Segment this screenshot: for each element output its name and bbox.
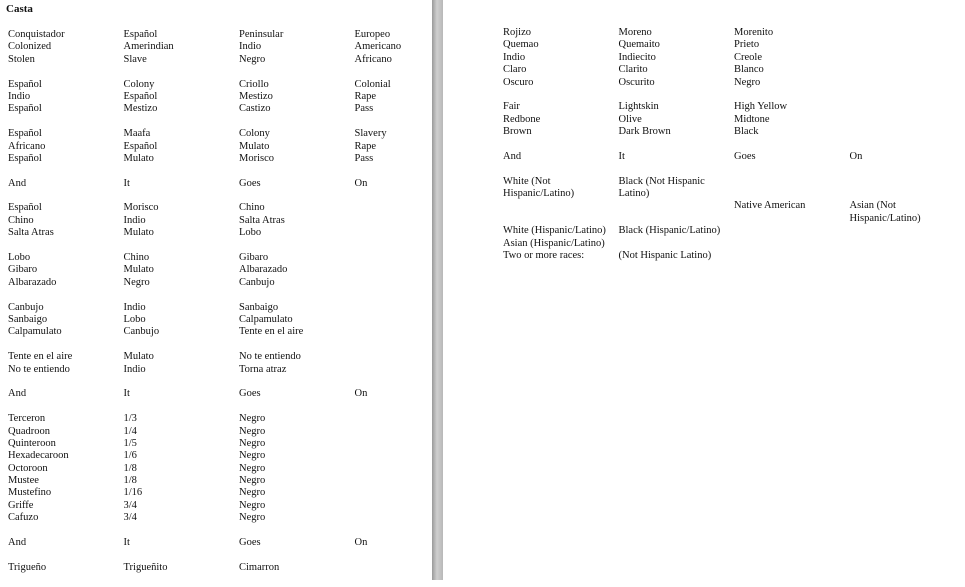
- table-cell: Negro: [239, 500, 355, 512]
- table-cell: Rape: [355, 141, 471, 153]
- table-group: [8, 302, 470, 339]
- table-cell: On: [355, 388, 471, 400]
- table-cell: Africano: [8, 141, 124, 153]
- table-row: [8, 91, 470, 103]
- table-cell: Colonial: [355, 79, 471, 91]
- table-cell: Mulato: [124, 227, 240, 239]
- table-cell: Quinteroon: [8, 438, 124, 450]
- table-cell: Americano: [355, 41, 471, 53]
- table-cell: Peninsular: [239, 29, 355, 41]
- table-row: [503, 151, 965, 163]
- table-cell: Lightskin: [619, 101, 735, 113]
- table-cell: Creole: [734, 52, 850, 64]
- table-cell: Negro: [239, 450, 355, 462]
- table-cell: Claro: [503, 64, 619, 76]
- table-cell: [850, 250, 965, 262]
- table-cell: Indio: [124, 215, 240, 227]
- table-cell: Slave: [124, 54, 240, 66]
- table-row: [503, 64, 965, 76]
- table-cell: Cimarron: [239, 562, 355, 574]
- table-row: [8, 537, 470, 549]
- table-cell: [850, 126, 965, 138]
- table-cell: No te entiendo: [8, 364, 124, 376]
- table-cell: Criollo: [239, 79, 355, 91]
- table-cell: Albarazado: [239, 264, 355, 276]
- table-cell: Oscurito: [619, 77, 735, 89]
- table-row: [8, 264, 470, 276]
- table-cell: No te entiendo: [239, 351, 355, 363]
- table-cell: Mestizo: [124, 103, 240, 115]
- table-cell: Español: [8, 153, 124, 165]
- table-cell: Español: [8, 202, 124, 214]
- table-cell: Sanbaigo: [239, 302, 355, 314]
- table-cell: [734, 238, 850, 250]
- table-cell: Castizo: [239, 103, 355, 115]
- table-row: [8, 364, 470, 376]
- table-cell: Black (Hispanic/Latino): [619, 225, 735, 237]
- table-cell: It: [619, 151, 735, 163]
- table-cell: 1/5: [124, 438, 240, 450]
- table-row: [8, 438, 470, 450]
- table-cell: White (Hispanic/Latino): [503, 225, 619, 237]
- table-cell: [619, 238, 735, 250]
- table-cell: Dark Brown: [619, 126, 735, 138]
- table-cell: Rape: [355, 91, 471, 103]
- table-cell: Gibaro: [239, 252, 355, 264]
- table-cell: Indiecito: [619, 52, 735, 64]
- table-cell: Quadroon: [8, 426, 124, 438]
- table-group: [503, 101, 965, 138]
- table-cell: On: [355, 178, 471, 190]
- table-cell: Español: [124, 29, 240, 41]
- table-row: [503, 52, 965, 64]
- table-row: [8, 252, 470, 264]
- table-cell: Tente en el aire: [8, 351, 124, 363]
- table-cell: Calpamulato: [8, 326, 124, 338]
- table-cell: Goes: [239, 537, 355, 549]
- table-row: [8, 463, 470, 475]
- table-cell: Salta Atras: [239, 215, 355, 227]
- table-row: [8, 128, 470, 140]
- census-group: [503, 176, 965, 263]
- table-cell: Black (Not Hispanic Latino): [619, 176, 735, 201]
- table-row: [503, 238, 965, 250]
- table-cell: [850, 77, 965, 89]
- table-cell: Español: [8, 79, 124, 91]
- table-cell: (Not Hispanic Latino): [619, 250, 735, 262]
- table-cell: Negro: [734, 77, 850, 89]
- table-cell: Albarazado: [8, 277, 124, 289]
- table-cell: Calpamulato: [239, 314, 355, 326]
- table-cell: Morisco: [124, 202, 240, 214]
- table-group: [8, 128, 470, 165]
- table-cell: Español: [124, 141, 240, 153]
- table-cell: On: [850, 151, 965, 163]
- table-cell: 1/4: [124, 426, 240, 438]
- table-cell: Lobo: [239, 227, 355, 239]
- table-cell: 1/8: [124, 463, 240, 475]
- table-row: [503, 77, 965, 89]
- table-cell: Mulato: [124, 351, 240, 363]
- table-cell: Trigueño: [8, 562, 124, 574]
- table-cell: It: [124, 388, 240, 400]
- table-cell: It: [124, 178, 240, 190]
- table-cell: Sanbaigo: [8, 314, 124, 326]
- table-group: [8, 388, 470, 400]
- table-row: [8, 202, 470, 214]
- table-group: [503, 27, 965, 89]
- table-group: [503, 151, 965, 163]
- table-cell: Lobo: [124, 314, 240, 326]
- table-cell: Negro: [239, 487, 355, 499]
- table-cell: Negro: [124, 277, 240, 289]
- table-group: [8, 202, 470, 239]
- table-cell: [503, 200, 619, 225]
- table-cell: And: [8, 388, 124, 400]
- table-cell: Chino: [124, 252, 240, 264]
- table-cell: [850, 176, 965, 201]
- table-cell: Indio: [124, 302, 240, 314]
- table-cell: Hexadecaroon: [8, 450, 124, 462]
- table-cell: White (Not Hispanic/Latino): [503, 176, 619, 201]
- page-title: Casta: [6, 3, 33, 15]
- table-cell: And: [8, 537, 124, 549]
- table-cell: [619, 200, 735, 225]
- table-cell: [734, 176, 850, 201]
- table-row: [8, 153, 470, 165]
- right-page: [443, 0, 900, 580]
- table-cell: 3/4: [124, 512, 240, 524]
- table-cell: Mulato: [124, 153, 240, 165]
- table-row: [8, 562, 470, 574]
- table-cell: Clarito: [619, 64, 735, 76]
- table-row: [8, 227, 470, 239]
- table-row: [8, 426, 470, 438]
- table-cell: Fair: [503, 101, 619, 113]
- table-cell: Indio: [503, 52, 619, 64]
- table-cell: [734, 225, 850, 237]
- table-row: [8, 351, 470, 363]
- table-cell: Negro: [239, 463, 355, 475]
- table-cell: Stolen: [8, 54, 124, 66]
- table-cell: Lobo: [8, 252, 124, 264]
- table-row: [8, 215, 470, 227]
- table-cell: Prieto: [734, 39, 850, 51]
- table-cell: Indio: [239, 41, 355, 53]
- table-row: [8, 29, 470, 41]
- table-cell: 3/4: [124, 500, 240, 512]
- table-row: [8, 326, 470, 338]
- table-row: [503, 39, 965, 51]
- table-row: [8, 141, 470, 153]
- table-row: [503, 114, 965, 126]
- table-cell: Español: [8, 128, 124, 140]
- table-group: [8, 413, 470, 525]
- table-cell: Negro: [239, 426, 355, 438]
- table-cell: Pass: [355, 153, 471, 165]
- table-cell: Griffe: [8, 500, 124, 512]
- table-cell: [850, 238, 965, 250]
- table-cell: Goes: [734, 151, 850, 163]
- table-cell: Quemaito: [619, 39, 735, 51]
- table-cell: And: [8, 178, 124, 190]
- table-cell: Salta Atras: [8, 227, 124, 239]
- table-cell: 1/16: [124, 487, 240, 499]
- table-cell: Midtone: [734, 114, 850, 126]
- table-cell: Goes: [239, 388, 355, 400]
- table-cell: Conquistador: [8, 29, 124, 41]
- table-cell: Tente en el aire: [239, 326, 355, 338]
- table-cell: Europeo: [355, 29, 471, 41]
- table-cell: Quemao: [503, 39, 619, 51]
- table-cell: Redbone: [503, 114, 619, 126]
- table-group: [8, 252, 470, 289]
- table-row: [8, 512, 470, 524]
- table-row: [8, 302, 470, 314]
- table-cell: [734, 250, 850, 262]
- table-group: [8, 178, 470, 190]
- table-group: [8, 537, 470, 549]
- table-cell: Olive: [619, 114, 735, 126]
- table-cell: Morisco: [239, 153, 355, 165]
- table-row: [8, 487, 470, 499]
- table-cell: Slavery: [355, 128, 471, 140]
- table-cell: 1/6: [124, 450, 240, 462]
- table-cell: High Yellow: [734, 101, 850, 113]
- table-cell: Español: [124, 91, 240, 103]
- table-cell: Canbujo: [124, 326, 240, 338]
- table-cell: Indio: [124, 364, 240, 376]
- table-row: [503, 250, 965, 262]
- table-cell: Trigueñito: [124, 562, 240, 574]
- table-cell: Colony: [124, 79, 240, 91]
- table-cell: Two or more races:: [503, 250, 619, 262]
- table-cell: Terceron: [8, 413, 124, 425]
- table-cell: 1/3: [124, 413, 240, 425]
- table-row: [8, 178, 470, 190]
- table-cell: [850, 225, 965, 237]
- table-row: [8, 450, 470, 462]
- table-cell: Negro: [239, 512, 355, 524]
- table-cell: Mustefino: [8, 487, 124, 499]
- table-cell: Morenito: [734, 27, 850, 39]
- table-cell: Asian (Hispanic/Latino): [503, 238, 619, 250]
- table-row: [503, 200, 965, 225]
- table-cell: Indio: [8, 91, 124, 103]
- table-cell: Blanco: [734, 64, 850, 76]
- table-row: [503, 27, 965, 39]
- table-row: [503, 176, 965, 201]
- left-page: [0, 0, 432, 580]
- table-cell: Africano: [355, 54, 471, 66]
- table-cell: Torna atraz: [239, 364, 355, 376]
- table-cell: [850, 27, 965, 39]
- table-cell: [850, 114, 965, 126]
- table-cell: Brown: [503, 126, 619, 138]
- table-cell: Moreno: [619, 27, 735, 39]
- table-cell: Mulato: [239, 141, 355, 153]
- table-group: [8, 562, 470, 574]
- table-cell: Mustee: [8, 475, 124, 487]
- table-cell: Cafuzo: [8, 512, 124, 524]
- table-cell: Native American: [734, 200, 850, 225]
- table-row: [8, 314, 470, 326]
- table-cell: Mulato: [124, 264, 240, 276]
- table-row: [8, 103, 470, 115]
- table-row: [8, 500, 470, 512]
- table-cell: On: [355, 537, 471, 549]
- table-cell: [850, 39, 965, 51]
- table-cell: And: [503, 151, 619, 163]
- table-group: [8, 79, 470, 116]
- right-table: [503, 27, 965, 275]
- table-cell: Colonized: [8, 41, 124, 53]
- table-cell: Amerindian: [124, 41, 240, 53]
- table-cell: Asian (Not Hispanic/Latino): [850, 200, 965, 225]
- table-row: [503, 101, 965, 113]
- table-cell: It: [124, 537, 240, 549]
- table-cell: Black: [734, 126, 850, 138]
- table-cell: Octoroon: [8, 463, 124, 475]
- table-row: [8, 277, 470, 289]
- table-cell: Mestizo: [239, 91, 355, 103]
- table-cell: Gibaro: [8, 264, 124, 276]
- table-cell: Negro: [239, 54, 355, 66]
- page-divider: [432, 0, 443, 580]
- table-cell: Rojizo: [503, 27, 619, 39]
- table-cell: Maafa: [124, 128, 240, 140]
- table-cell: Pass: [355, 103, 471, 115]
- table-row: [8, 41, 470, 53]
- table-group: [8, 351, 470, 376]
- table-cell: Negro: [239, 413, 355, 425]
- table-cell: Chino: [239, 202, 355, 214]
- table-row: [503, 225, 965, 237]
- left-table: [8, 29, 470, 587]
- table-cell: [850, 101, 965, 113]
- table-cell: Negro: [239, 438, 355, 450]
- table-row: [8, 413, 470, 425]
- table-cell: Chino: [8, 215, 124, 227]
- table-row: [8, 54, 470, 66]
- table-cell: Español: [8, 103, 124, 115]
- table-row: [8, 475, 470, 487]
- table-cell: [850, 64, 965, 76]
- table-cell: 1/8: [124, 475, 240, 487]
- table-cell: Colony: [239, 128, 355, 140]
- table-cell: Negro: [239, 475, 355, 487]
- table-cell: Canbujo: [8, 302, 124, 314]
- table-cell: [850, 52, 965, 64]
- table-cell: Oscuro: [503, 77, 619, 89]
- table-row: [503, 126, 965, 138]
- table-cell: Goes: [239, 178, 355, 190]
- table-row: [8, 79, 470, 91]
- table-group: [8, 29, 470, 66]
- table-row: [8, 388, 470, 400]
- table-cell: Canbujo: [239, 277, 355, 289]
